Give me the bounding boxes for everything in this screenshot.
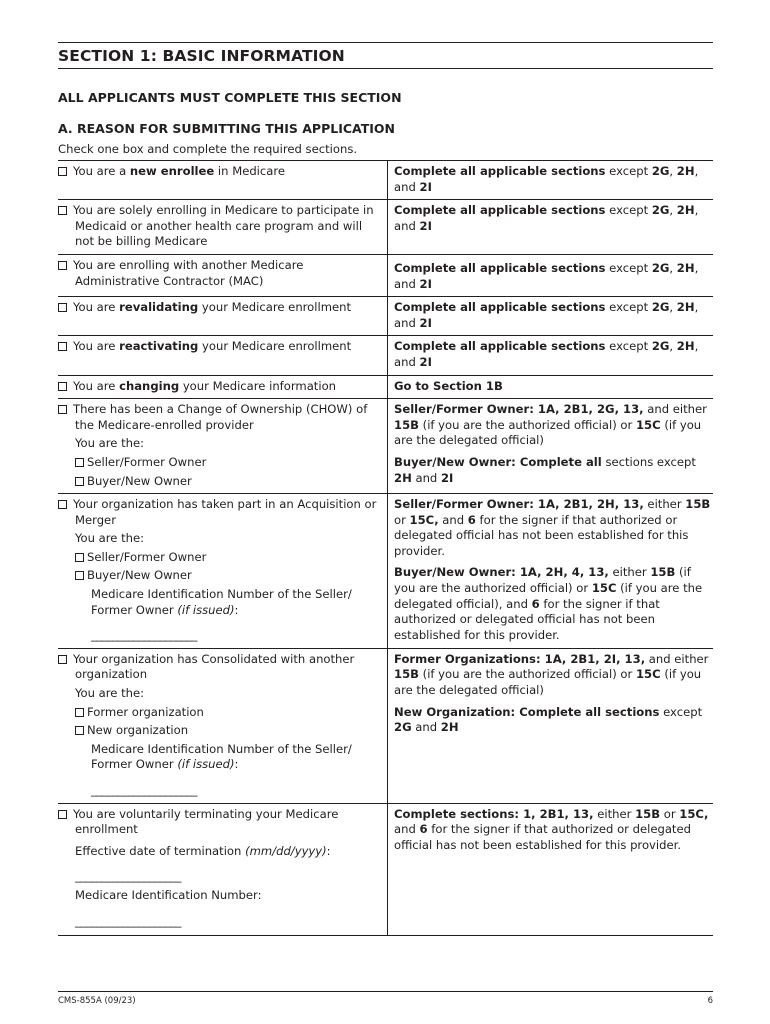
reason-cell: There has been a Change of Ownership (CHOW) of the Medicare-enrolled provider You are the: Seller/Former Owner Buyer/New Owner <box>58 399 388 494</box>
instruction-cell: Former Organizations: 1A, 2B1, 2I, 13, and either 15B (if you are the authorized official) or 15C (if you are the delegated official) New Organization: Complete all sections except 2G and 2H <box>388 648 714 803</box>
merger-mid-field[interactable]: ____________________ <box>91 628 197 643</box>
checkbox-chow-seller[interactable] <box>75 458 84 467</box>
table-row <box>58 297 713 336</box>
reason-cell: You are voluntarily terminating your Medicare enrollment Effective date of termination (mm/dd/yyyy): ____________________ Medicare Identification Number: ____________________ <box>58 803 388 936</box>
consolidated-mid-field[interactable]: ____________________ <box>91 783 197 797</box>
table-row <box>58 803 713 936</box>
reason-cell: You are solely enrolling in Medicare to participate in Medicaid or another health care program and will not be billing Medicare <box>58 200 388 255</box>
table-row <box>58 336 713 375</box>
instruction-cell: Complete sections: 1, 2B1, 13, either 15B or 15C, and 6 for the signer if that authorized or delegated official has not been established for this provider. <box>388 803 714 936</box>
table-row <box>58 399 713 494</box>
form-id: CMS-855A (09/23) <box>58 996 136 1006</box>
checkbox-revalidating[interactable] <box>58 303 67 312</box>
all-applicants-heading: ALL APPLICANTS MUST COMPLETE THIS SECTION <box>58 90 402 105</box>
checkbox-acquisition-merger[interactable] <box>58 500 67 509</box>
reason-cell: Your organization has Consolidated with another organization You are the: Former organization New organization Medicare Identification Number of the Seller/ Former Owner (if issued): ____________________ <box>58 648 388 803</box>
checkbox-new-enrollee[interactable] <box>58 167 67 176</box>
checkbox-medicaid-only[interactable] <box>58 206 67 215</box>
checkbox-changing[interactable] <box>58 382 67 391</box>
checkbox-voluntary-termination[interactable] <box>58 810 67 819</box>
checkbox-merger-buyer[interactable] <box>75 571 84 580</box>
checkbox-another-mac[interactable] <box>58 261 67 270</box>
checkbox-merger-seller[interactable] <box>75 553 84 562</box>
checkbox-former-org[interactable] <box>75 708 84 717</box>
section-title: SECTION 1: BASIC INFORMATION <box>58 47 345 65</box>
checkbox-chow-buyer[interactable] <box>75 477 84 486</box>
termination-mid-field[interactable]: ____________________ <box>75 913 181 928</box>
table-row <box>58 648 713 803</box>
instruction-cell: Complete all applicable sections except 2G, 2H, and 2I <box>388 336 714 375</box>
instruction-cell: Complete all applicable sections except 2G, 2H, and 2I <box>388 200 714 255</box>
subsection-a-heading: A. REASON FOR SUBMITTING THIS APPLICATION <box>58 121 396 136</box>
checkbox-chow[interactable] <box>58 405 67 414</box>
footer-rule <box>58 991 713 992</box>
page-number: 6 <box>707 996 713 1006</box>
instruction-cell: Complete all applicable sections except 2G, 2H, and 2I <box>388 161 714 200</box>
reason-cell: You are enrolling with another Medicare Administrative Contractor (MAC) <box>58 254 388 296</box>
checkbox-consolidated[interactable] <box>58 655 67 664</box>
table-row <box>58 161 713 200</box>
checkbox-new-org[interactable] <box>75 726 84 735</box>
reason-cell: You are revalidating your Medicare enrollment <box>58 297 388 336</box>
reason-cell: You are reactivating your Medicare enrollment <box>58 336 388 375</box>
form-page <box>58 42 713 936</box>
instruction-cell: Complete all applicable sections except 2G, 2H, and 2I <box>388 254 714 296</box>
reason-cell: You are a new enrollee in Medicare <box>58 161 388 200</box>
reason-table <box>58 160 713 936</box>
reason-cell: Your organization has taken part in an Acquisition or Merger You are the: Seller/Former Owner Buyer/New Owner Medicare Identification Number of the Seller/ Former Owner (if issued): ____________________ <box>58 494 388 649</box>
table-row <box>58 254 713 296</box>
title-rule <box>58 68 713 69</box>
top-rule <box>58 42 713 43</box>
table-row <box>58 494 713 649</box>
instruction-text: Check one box and complete the required sections. <box>58 142 358 156</box>
termination-date-field[interactable]: ____________________ <box>75 869 181 884</box>
instruction-cell: Seller/Former Owner: 1A, 2B1, 2H, 13, either 15B or 15C, and 6 for the signer if that authorized or delegated official has not been established for this provider. Buyer/New Owner: 1A, 2H, 4, 13, either 15B (if you are the authorized official) or 15C (if you are the delegated official), and 6 for the signer if that authorized or delegated official has not been established for this provider. <box>388 494 714 649</box>
instruction-cell: Go to Section 1B <box>388 375 714 399</box>
checkbox-reactivating[interactable] <box>58 342 67 351</box>
instruction-cell: Seller/Former Owner: 1A, 2B1, 2G, 13, and either 15B (if you are the authorized official) or 15C (if you are the delegated official) Buyer/New Owner: Complete all sections except 2H and 2I <box>388 399 714 494</box>
table-row <box>58 375 713 399</box>
instruction-cell: Complete all applicable sections except 2G, 2H, and 2I <box>388 297 714 336</box>
table-row <box>58 200 713 255</box>
reason-cell: You are changing your Medicare information <box>58 375 388 399</box>
